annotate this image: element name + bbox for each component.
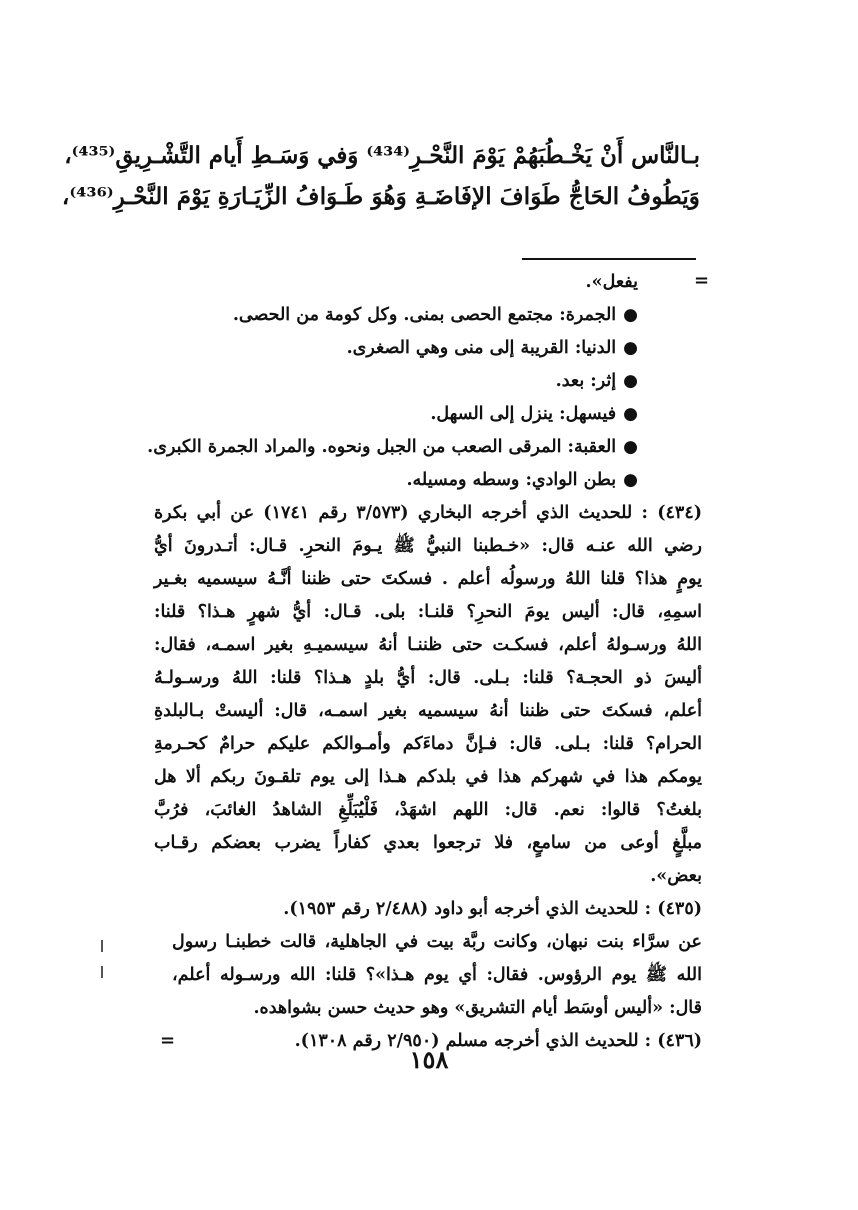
footnote-434-line: مبلَّغٍ أوعى من سامعٍ، فلا ترجعوا بعدي كفاراً يضرب بعضكم رقـاب: [154, 833, 702, 853]
footnote-434-line: أليسَ ذو الحجـة؟ قلنا: بـلى. قال: أيُّ بلدٍ هـذا؟ قلنا: اللهُ ورسـولـهُ: [154, 668, 702, 688]
footnote-434-line: اسمِهِ، قال: أليس يومَ النحرِ؟ قلنـا: بلى. قـال: أيُّ شهرٍ هـذا؟ قلنا:: [154, 602, 702, 622]
main-text-line-2: وَيَطُوفُ الحَاجُّ طَوَافَ الإفَاضَـةِ وَهُوَ طَـوَافُ الزِّيَـارَةِ يَوْمَ النَّحْـرِ⁽⁴³⁶⁾،: [61, 183, 700, 210]
bullet-icon: ●: [623, 305, 638, 325]
bullet-icon: ●: [623, 338, 638, 358]
footnote-434-line: يومكم هذا في شهركم هذا في بلدكم هـذا إلى يوم تلقـونَ ربكم ألا هل: [154, 767, 702, 787]
footnote-434-line: يومٍ هذا؟ قلنا اللهُ ورسولُه أعلم . فسكتَ حتى ظننا أنَّـهُ سيسميه بغـير: [154, 569, 702, 589]
glossary-item: ●الجمرة: مجتمع الحصى بمنى. وكل كومة من الحصى.: [232, 305, 638, 325]
page-number: ١٥٨: [409, 1045, 449, 1074]
glossary-item: ●الدنيا: القريبة إلى منى وهي الصغرى.: [346, 338, 638, 358]
footnote-divider: [522, 258, 696, 260]
footnote-434-line: بلغتُ؟ قالوا: نعم. قال: اللهم اشهَدْ، فَلْيُبَلِّغِ الشاهدُ الغائبَ، فرُبَّ: [154, 800, 702, 820]
footnote-434-line: اللهُ ورسـولهُ أعلم، فسكـت حتى ظننـا أنهُ سيسميـهِ بغير اسمـه، فقال:: [154, 635, 702, 655]
glossary-item: ●فيسهل: ينزل إلى السهل.: [430, 404, 638, 424]
footnote-436-equals-mark: =: [160, 1030, 176, 1051]
footnote-434-line: بعض».: [650, 866, 702, 886]
footnote-435-line: الله ﷺ يوم الرؤوس. فقال: أي يوم هـذا»؟ قلنا: الله ورسـوله أعلم،: [172, 965, 702, 985]
glossary-item: ●بطن الوادي: وسطه ومسيله.: [406, 470, 638, 490]
footnote-434-line: الحرام؟ قلنا: بـلى. قال: فـإنَّ دماءَكم وأمـوالكم عليكم حرامٌ كحـرمةِ: [154, 734, 702, 754]
margin-mark: [101, 940, 103, 952]
footnote-435-heading: (٤٣٥) : للحديث الذي أخرجه أبو داود (٢/٤٨٨ رقم ١٩٥٣).: [283, 899, 702, 919]
bullet-icon: ●: [623, 437, 638, 457]
glossary-item: ●إثر: بعد.: [555, 371, 638, 391]
bullet-icon: ●: [623, 371, 638, 391]
continuation-equals-mark: =: [694, 270, 710, 291]
footnote-435-line: عن سرَّاء بنت نبهان، وكانت ربَّة بيت في الجاهلية، قالت خطبنـا رسول: [172, 932, 702, 952]
main-text-line-1: بـالنَّاس أَنْ يَخْـطُبَهُمْ يَوْمَ النَّحْـرِ⁽⁴³⁴⁾ وَفي وَسَـطِ أَيام التَّشْـرِيقِ⁽⁴³⁵⁾،: [64, 142, 700, 169]
footnote-434-line: أعلم، فسكتَ حتى ظننا أنهُ سيسميه بغير اسمـه، قال: أليستْ بـالبلدةِ: [154, 701, 702, 721]
continuation-text: يفعل».: [585, 272, 638, 292]
footnote-435-line: قال: «أليس أوسَط أيام التشريق» وهو حديث حسن بشواهده.: [253, 998, 702, 1018]
footnote-434-heading: (٤٣٤) : للحديث الذي أخرجه البخاري (٣/٥٧٣ رقم ١٧٤١) عن أبي بكرة: [154, 503, 703, 523]
glossary-item: ●العقبة: المرقى الصعب من الجبل ونحوه. والمراد الجمرة الكبرى.: [147, 437, 638, 457]
margin-mark: [101, 966, 103, 978]
footnote-436-heading: (٤٣٦) : للحديث الذي أخرجه مسلم (٢/٩٥٠ رقم ١٣٠٨).: [294, 1031, 702, 1051]
bullet-icon: ●: [623, 470, 638, 490]
bullet-icon: ●: [623, 404, 638, 424]
footnote-434-line: رضي الله عنـه قال: «خـطبنا النبيُّ ﷺ يـومَ النحرِ. قـال: أتـدرونَ أيُّ: [154, 536, 702, 556]
